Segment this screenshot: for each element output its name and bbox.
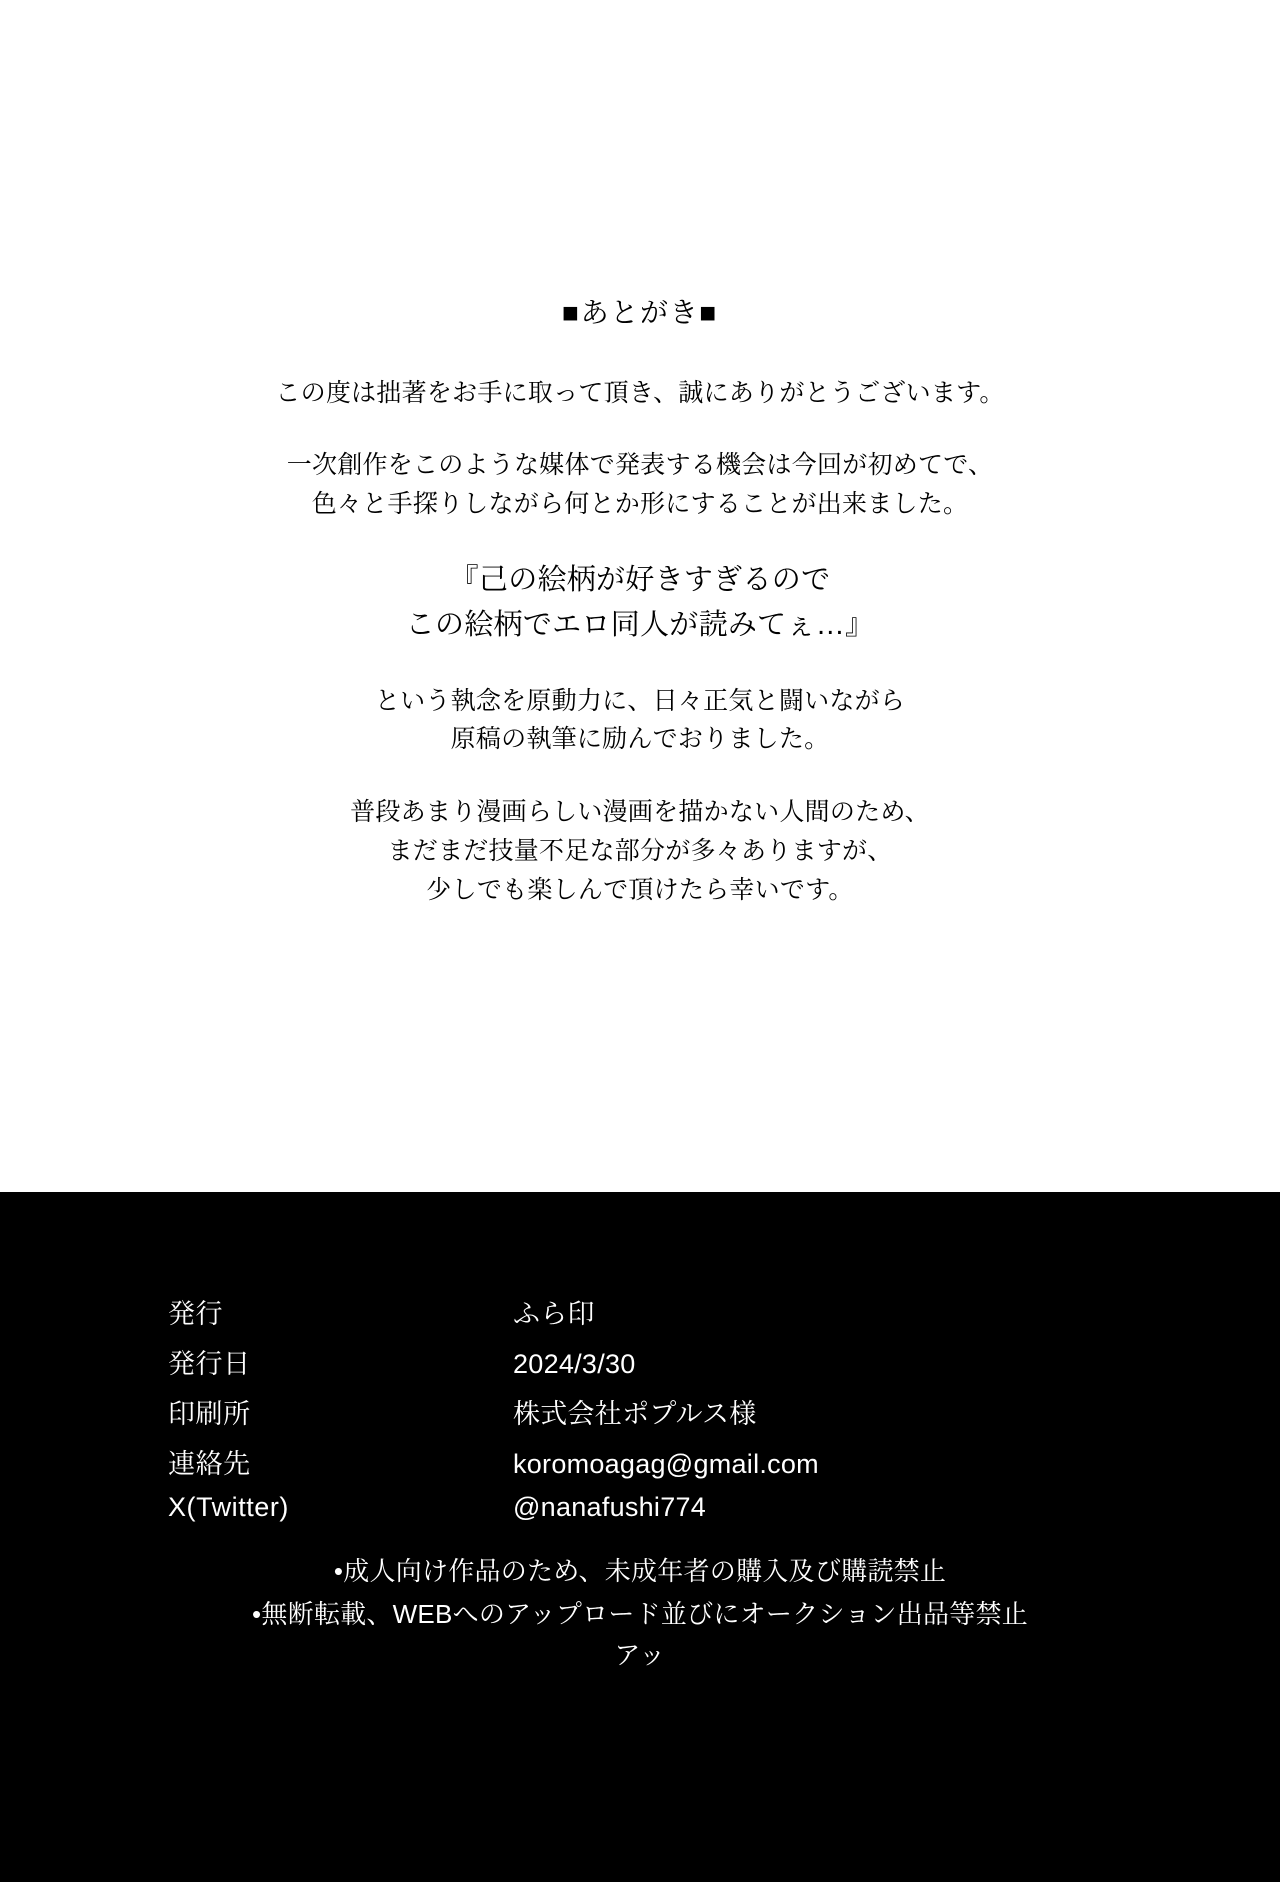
- colophon-value: 2024/3/30: [513, 1349, 636, 1379]
- colophon-note-extra: アッ: [614, 1639, 666, 1670]
- afterword-quote-line: 『己の絵柄が好きすぎるので: [449, 563, 831, 596]
- afterword-content: [0, 296, 1280, 943]
- colophon-row-publisher: [168, 1292, 1068, 1342]
- afterword-line: 一次創作をこのような媒体で発表する機会は今回が初めてで、: [286, 451, 994, 480]
- colophon-row-twitter: [168, 1492, 1068, 1542]
- colophon-notes: [0, 1550, 1280, 1675]
- afterword-paragraph-thanks: [0, 374, 1280, 413]
- colophon-value-email: koromoagag@gmail.com: [513, 1449, 819, 1479]
- afterword-line: 普段あまり漫画らしい漫画を描かない人間のため、: [350, 798, 930, 827]
- afterword-line: という執念を原動力に、日々正気と闘いながら: [374, 686, 906, 715]
- colophon-row-publish-date: [168, 1342, 1068, 1392]
- colophon-value: 株式会社ポプルス様: [513, 1399, 757, 1429]
- colophon-label: 印刷所: [168, 1399, 251, 1429]
- afterword-paragraph-motivation: [0, 682, 1280, 760]
- afterword-heading: ■あとがき■: [562, 297, 718, 328]
- afterword-paragraph-closing: [0, 793, 1280, 909]
- colophon-value-handle: @nanafushi774: [513, 1492, 707, 1522]
- colophon-label: 連絡先: [168, 1449, 251, 1479]
- colophon-label: 発行日: [168, 1349, 251, 1379]
- afterword-line: 少しでも楽しんで頂けたら幸いです。: [426, 875, 854, 904]
- afterword-quote-line: この絵柄でエロ同人が読みてぇ…』: [405, 608, 875, 641]
- colophon-note-reproduction: •無断転載、WEBへのアップロード並びにオークション出品等禁止: [251, 1598, 1029, 1629]
- colophon-row-printer: [168, 1392, 1068, 1442]
- afterword-quote: [0, 558, 1280, 648]
- afterword-line: この度は拙著をお手に取って頂き、誠にありがとうございます。: [275, 378, 1005, 407]
- afterword-line: 原稿の執筆に励んでおりました。: [450, 725, 830, 754]
- afterword-paragraph-first-time: [0, 446, 1280, 524]
- colophon-row-contact: [168, 1442, 1068, 1492]
- colophon-label: X(Twitter): [168, 1492, 289, 1522]
- colophon-value: ふら印: [513, 1299, 595, 1329]
- colophon-section: [0, 1192, 1280, 1882]
- afterword-line: まだまだ技量不足な部分が多々ありますが、: [387, 836, 893, 865]
- colophon-info-table: [168, 1292, 1068, 1542]
- afterword-line: 色々と手探りしながら何とか形にすることが出来ました。: [311, 490, 969, 519]
- colophon-note-adult: •成人向け作品のため、未成年者の購入及び購読禁止: [333, 1556, 947, 1586]
- colophon-label: 発行: [168, 1299, 224, 1329]
